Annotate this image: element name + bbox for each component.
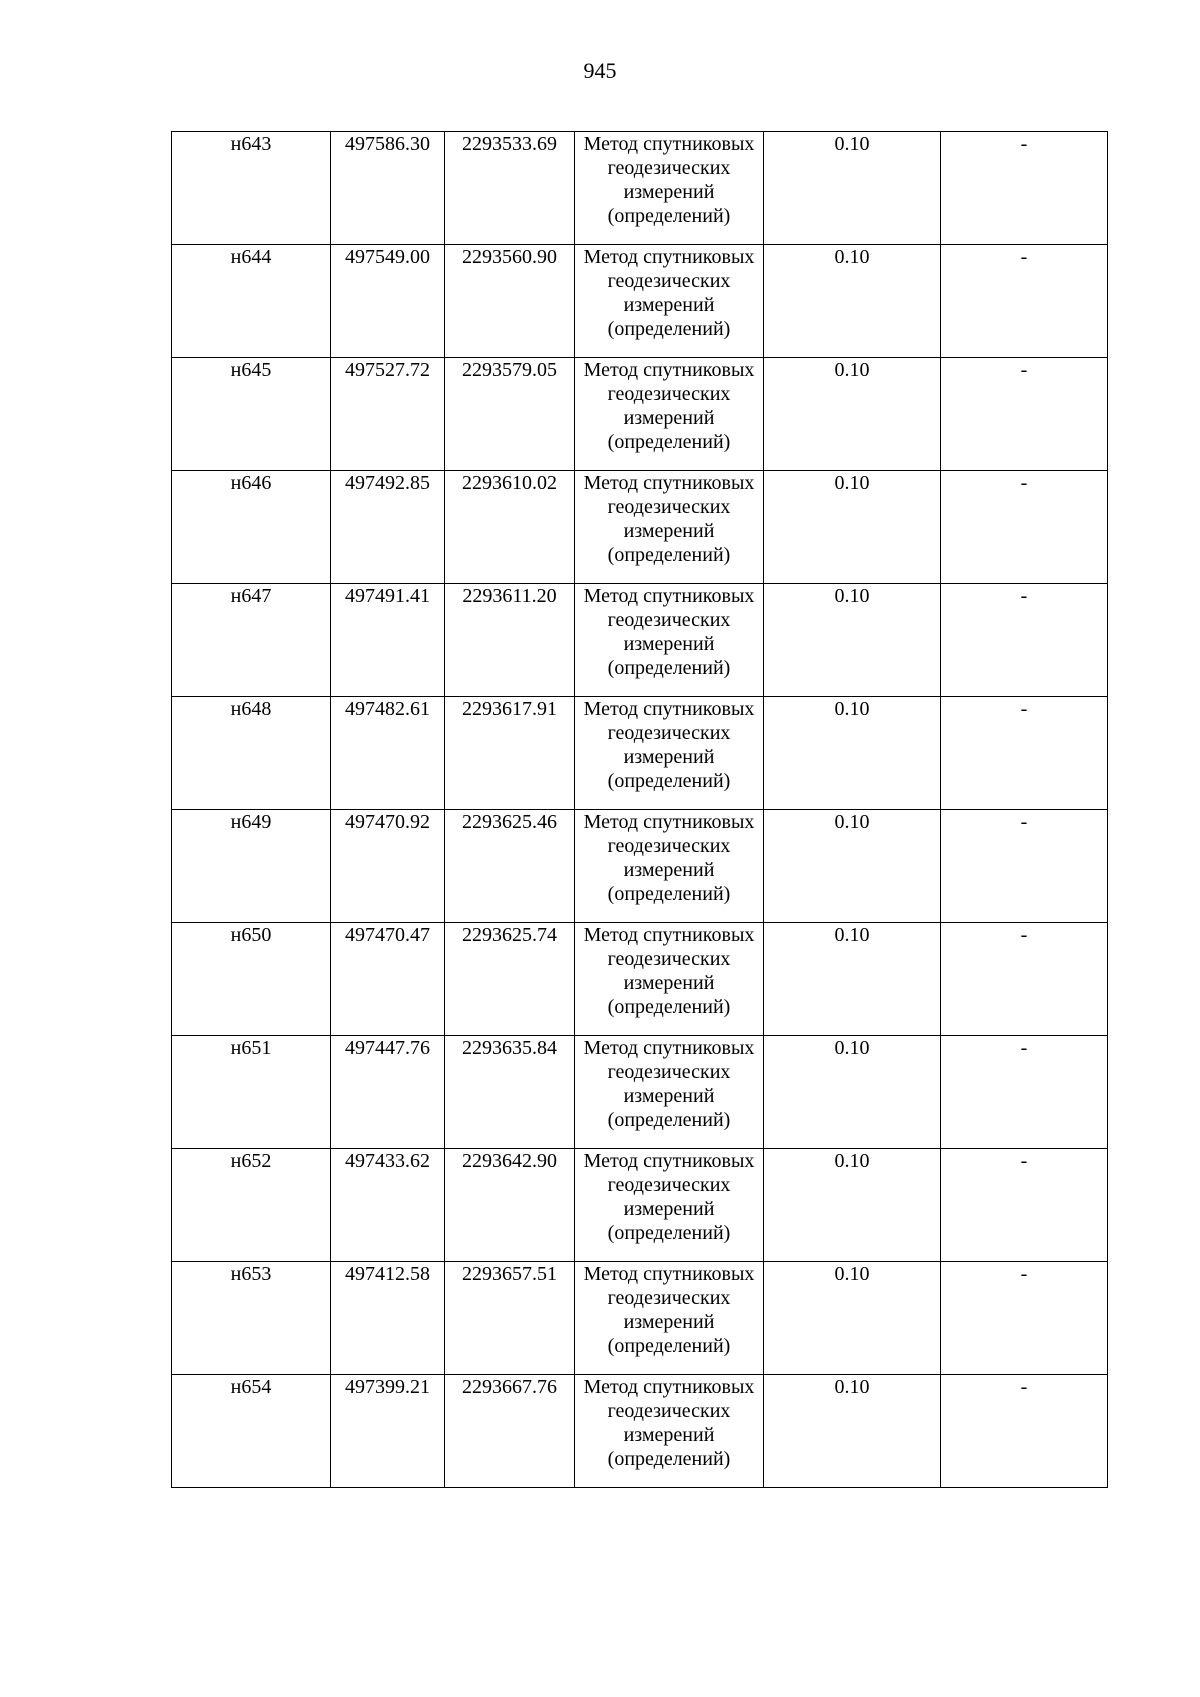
table-row: [172, 1149, 1108, 1262]
method-cell: Метод спутниковых геодезических измерений (определений): [575, 1036, 764, 1149]
y-coordinate-cell: 2293657.51: [445, 1262, 575, 1375]
note-cell: -: [941, 810, 1108, 923]
accuracy-cell: 0.10: [764, 245, 941, 358]
note-cell: -: [941, 1375, 1108, 1488]
point-number-cell: н644: [172, 245, 331, 358]
y-coordinate-cell: 2293617.91: [445, 697, 575, 810]
accuracy-cell: 0.10: [764, 923, 941, 1036]
method-cell: Метод спутниковых геодезических измерений (определений): [575, 1375, 764, 1488]
method-cell: Метод спутниковых геодезических измерений (определений): [575, 1149, 764, 1262]
accuracy-cell: 0.10: [764, 1036, 941, 1149]
table-row: [172, 132, 1108, 245]
method-cell: Метод спутниковых геодезических измерений (определений): [575, 923, 764, 1036]
point-number-cell: н646: [172, 471, 331, 584]
table-row: [172, 584, 1108, 697]
method-cell: Метод спутниковых геодезических измерений (определений): [575, 810, 764, 923]
point-number-cell: н650: [172, 923, 331, 1036]
method-cell: Метод спутниковых геодезических измерений (определений): [575, 358, 764, 471]
point-number-cell: н652: [172, 1149, 331, 1262]
x-coordinate-cell: 497491.41: [331, 584, 445, 697]
point-number-cell: н651: [172, 1036, 331, 1149]
y-coordinate-cell: 2293625.74: [445, 923, 575, 1036]
point-number-cell: н654: [172, 1375, 331, 1488]
table-row: [172, 471, 1108, 584]
point-number-cell: н645: [172, 358, 331, 471]
method-cell: Метод спутниковых геодезических измерений (определений): [575, 245, 764, 358]
x-coordinate-cell: 497470.92: [331, 810, 445, 923]
accuracy-cell: 0.10: [764, 1262, 941, 1375]
table-row: [172, 245, 1108, 358]
x-coordinate-cell: 497482.61: [331, 697, 445, 810]
accuracy-cell: 0.10: [764, 471, 941, 584]
method-cell: Метод спутниковых геодезических измерений (определений): [575, 471, 764, 584]
note-cell: -: [941, 471, 1108, 584]
method-cell: Метод спутниковых геодезических измерений (определений): [575, 132, 764, 245]
table-row: [172, 1375, 1108, 1488]
note-cell: -: [941, 245, 1108, 358]
x-coordinate-cell: 497399.21: [331, 1375, 445, 1488]
method-cell: Метод спутниковых геодезических измерений (определений): [575, 584, 764, 697]
note-cell: -: [941, 1149, 1108, 1262]
accuracy-cell: 0.10: [764, 1149, 941, 1262]
point-number-cell: н647: [172, 584, 331, 697]
y-coordinate-cell: 2293579.05: [445, 358, 575, 471]
x-coordinate-cell: 497470.47: [331, 923, 445, 1036]
note-cell: -: [941, 697, 1108, 810]
table-body: [172, 132, 1108, 1488]
x-coordinate-cell: 497527.72: [331, 358, 445, 471]
y-coordinate-cell: 2293642.90: [445, 1149, 575, 1262]
method-cell: Метод спутниковых геодезических измерений (определений): [575, 1262, 764, 1375]
table-row: [172, 923, 1108, 1036]
y-coordinate-cell: 2293560.90: [445, 245, 575, 358]
accuracy-cell: 0.10: [764, 132, 941, 245]
y-coordinate-cell: 2293635.84: [445, 1036, 575, 1149]
accuracy-cell: 0.10: [764, 358, 941, 471]
point-number-cell: н648: [172, 697, 331, 810]
x-coordinate-cell: 497549.00: [331, 245, 445, 358]
point-number-cell: н649: [172, 810, 331, 923]
y-coordinate-cell: 2293625.46: [445, 810, 575, 923]
y-coordinate-cell: 2293611.20: [445, 584, 575, 697]
accuracy-cell: 0.10: [764, 1375, 941, 1488]
note-cell: -: [941, 132, 1108, 245]
table-row: [172, 810, 1108, 923]
page-number: 945: [583, 58, 617, 83]
y-coordinate-cell: 2293533.69: [445, 132, 575, 245]
table-row: [172, 1036, 1108, 1149]
x-coordinate-cell: 497586.30: [331, 132, 445, 245]
note-cell: -: [941, 358, 1108, 471]
accuracy-cell: 0.10: [764, 810, 941, 923]
table-row: [172, 1262, 1108, 1375]
coordinates-table: [171, 131, 1108, 1488]
accuracy-cell: 0.10: [764, 697, 941, 810]
table-row: [172, 697, 1108, 810]
x-coordinate-cell: 497433.62: [331, 1149, 445, 1262]
note-cell: -: [941, 1036, 1108, 1149]
table-row: [172, 358, 1108, 471]
point-number-cell: н653: [172, 1262, 331, 1375]
note-cell: -: [941, 1262, 1108, 1375]
y-coordinate-cell: 2293610.02: [445, 471, 575, 584]
x-coordinate-cell: 497447.76: [331, 1036, 445, 1149]
y-coordinate-cell: 2293667.76: [445, 1375, 575, 1488]
x-coordinate-cell: 497492.85: [331, 471, 445, 584]
method-cell: Метод спутниковых геодезических измерений (определений): [575, 697, 764, 810]
note-cell: -: [941, 584, 1108, 697]
point-number-cell: н643: [172, 132, 331, 245]
note-cell: -: [941, 923, 1108, 1036]
x-coordinate-cell: 497412.58: [331, 1262, 445, 1375]
accuracy-cell: 0.10: [764, 584, 941, 697]
